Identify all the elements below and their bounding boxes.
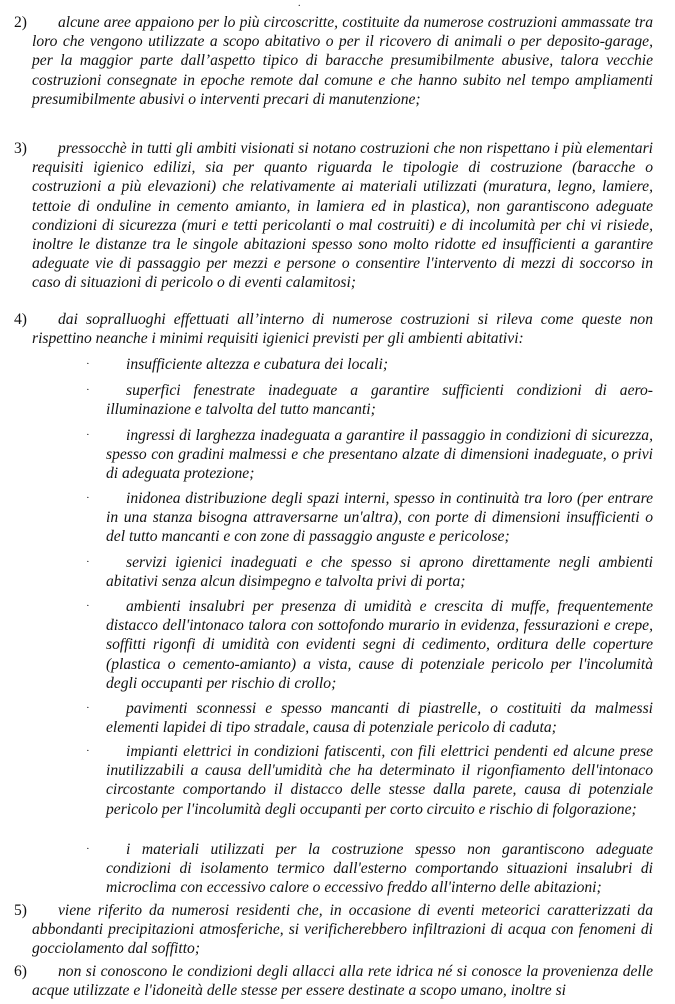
item-number: 6) (14, 963, 27, 980)
bullet-text: superfici fenestrate inadeguate a garantire sufficienti condizioni di aero-illuminazione e talvolta del tutto mancanti; (106, 382, 653, 419)
top-mark: . (298, 0, 301, 9)
bullet-dot: · (86, 556, 90, 568)
list-item-3 (0, 139, 675, 293)
list-item-6 (0, 962, 675, 1000)
item-number: 2) (14, 14, 27, 31)
bullet-dot: · (86, 492, 90, 504)
item-text: alcune aree appaiono per lo più circoscritte, costituite da numerose costruzioni ammassate tra loro che vengono utilizzate a scopo abitativo o per il ricovero di animali o per deposito-garage, per la maggior parte dall’aspetto tipico di baracche presumibilmente abusive, talora vecchie costruzioni consegnate in epoche remote dal comune e che hanno subito nel tempo ampliamenti presumibilmente abusivi o interventi precari di manutenzione; (32, 14, 653, 108)
item-text: dai sopralluoghi effettuati all’interno di numerose costruzioni si rileva come queste non rispettino neanche i minimi requisiti igienici previsti per gli ambienti abitativi: (32, 311, 653, 348)
bullet-dot: · (86, 702, 90, 714)
item-text: pressocchè in tutti gli ambiti visionati si notano costruzioni che non rispettano i più elementari requisiti igienico edilizi, sia per quanto riguarda le tipologie di costruzione (baracche o costruzioni a più elevazioni) che relativamente ai materiali utilizzati (muratura, legno, lamiere, tettoie di onduline in cemento amianto, in lamiera ed in plastica), non garantiscono adeguate condizioni di sicurezza (muri e tetti pericolanti o mal costruiti) e di incolumità per chi vi risiede, inoltre le distanze tra le singole abitazioni spesso sono molto ridotte ed insufficienti a garantire adeguate vie di passaggio per mezzi e persone o consentire l'intervento di mezzi di soccorso in caso di situazioni di pericolo o di eventi calamitosi; (32, 140, 653, 292)
bullet-text: insufficiente altezza e cubatura dei locali; (126, 356, 389, 373)
list-item-4 (0, 310, 675, 348)
bullet-item (0, 597, 675, 693)
bullet-text: ingressi di larghezza inadeguata a garantire il passaggio in condizioni di sicurezza, spesso con gradini malmessi e che presentano alzate di dimensioni inadeguate, o privi di adeguata protezione; (106, 427, 653, 483)
bullet-text: inidonea distribuzione degli spazi interni, spesso in continuità tra loro (per entrare in una stanza bisogna attraversarne un'altra), con porte di dimensioni insufficienti o del tutto mancanti e con zone di passaggio anguste e pericolose; (106, 490, 653, 546)
bullet-item (0, 489, 675, 547)
bullet-text: pavimenti sconnessi e spesso mancanti di piastrelle, o costituiti da malmessi elementi lapidei di tipo stradale, causa di potenziale pericolo di caduta; (106, 700, 653, 737)
bullet-text: ambienti insalubri per presenza di umidità e crescita di muffe, frequentemente distacco dell'intonaco talora con sottofondo murario in evidenza, fessurazioni e crepe, soffitti rigonfi di umidità con evidenti segni di cedimento, orditura delle coperture (plastica o cemento-amianto) a vista, cause di potenziale pericolo per l'incolumità degli occupanti per rischio di crollo; (106, 598, 653, 692)
bullet-item (0, 553, 675, 591)
bullet-dot: · (86, 429, 90, 441)
bullet-text: impianti elettrici in condizioni fatiscenti, con fili elettrici pendenti ed alcune prese inutilizzabili a causa dell'umidità che ha determinato il rigonfiamento dell'intonaco circostante comportando il distacco delle stesse dalla parete, causa di potenziale pericolo per l'incolumità degli occupanti per corto circuito e rischio di folgorazione; (106, 743, 653, 818)
bullet-text: servizi igienici inadeguati e che spesso si aprono direttamente negli ambienti abitativi senza alcun disimpegno e talvolta privi di porta; (106, 554, 653, 591)
item-number: 5) (14, 902, 27, 919)
bullet-item (0, 840, 675, 898)
bullet-item (0, 381, 675, 419)
bullet-item (0, 426, 675, 484)
item-text: viene riferito da numerosi residenti che, in occasione di eventi meteorici caratterizzati da abbondanti precipitazioni atmosferiche, si verificherebbero infiltrazioni di acqua con fenomeni di gocciolamento dal soffitto; (32, 902, 653, 958)
bullet-dot: · (86, 384, 90, 396)
bullet-item (0, 699, 675, 737)
bullet-dot: · (86, 358, 90, 370)
bullet-item (0, 742, 675, 819)
item-text: non si conoscono le condizioni degli allacci alla rete idrica né si conosce la provenienza delle acque utilizzate e l'idoneità delle stesse per essere destinate a scopo umano, inoltre si (32, 963, 653, 1000)
list-item-2 (0, 13, 675, 109)
bullet-item (0, 355, 675, 374)
list-item-5 (0, 901, 675, 959)
bullet-dot: · (86, 843, 90, 855)
item-number: 3) (14, 140, 27, 157)
bullet-text: i materiali utilizzati per la costruzione spesso non garantiscono adeguate condizioni di isolamento termico dall'esterno comportando situazioni insalubri di microclima con eccessivo calore o eccessivo freddo all'interno delle abitazioni; (106, 841, 653, 897)
item-number: 4) (14, 311, 27, 328)
bullet-dot: · (86, 745, 90, 757)
bullet-dot: · (86, 600, 90, 612)
